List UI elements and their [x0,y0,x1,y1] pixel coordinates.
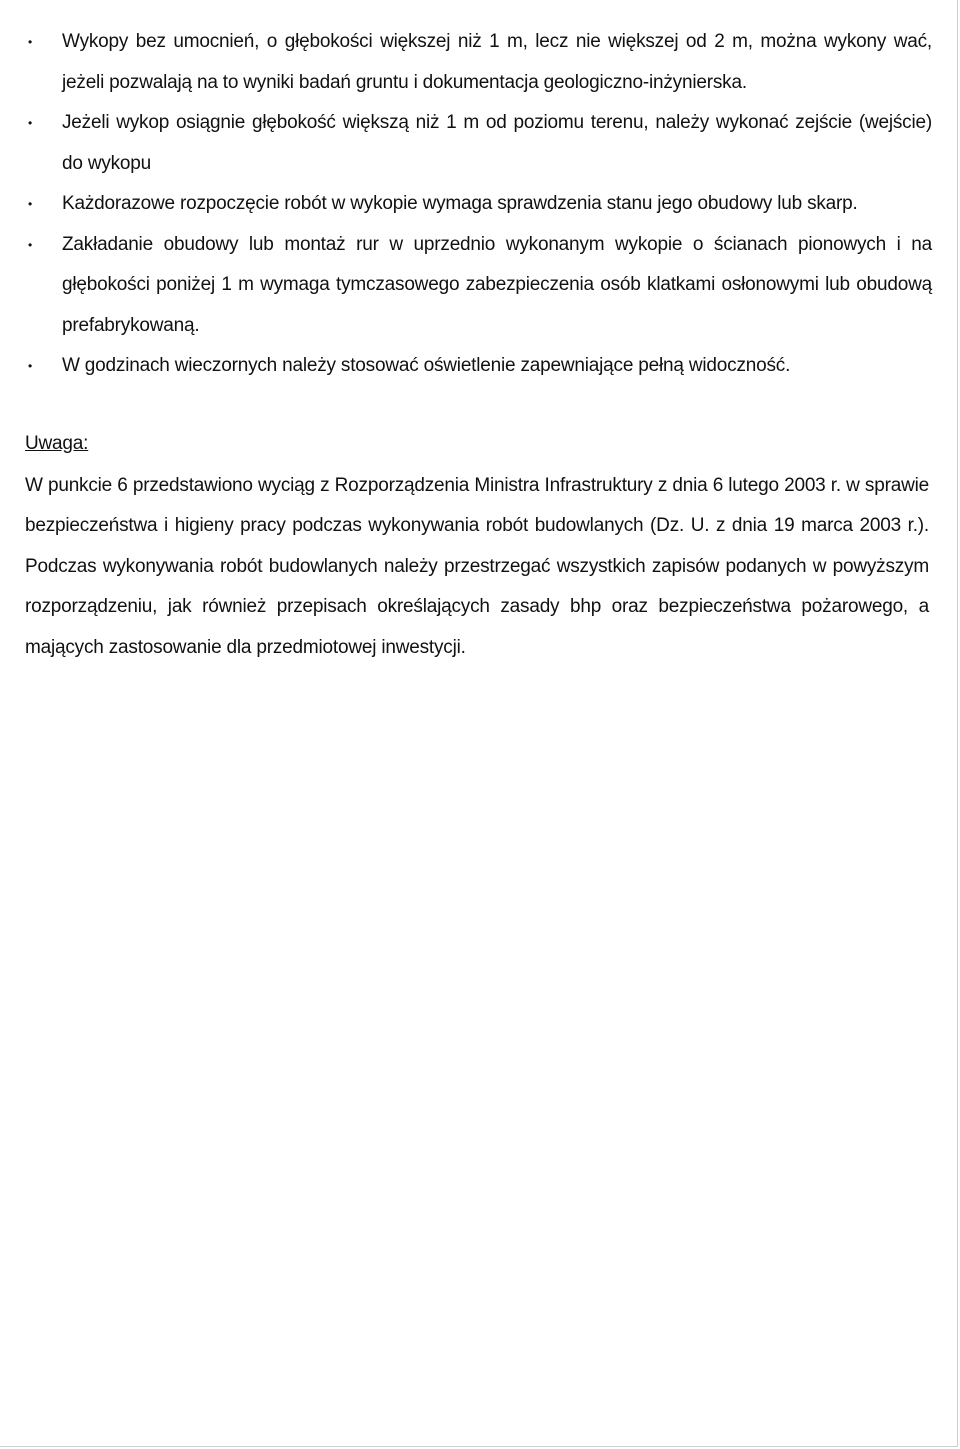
list-item-text: Wykopy bez umocnień, o głębokości większej niż 1 m, lecz nie większej od 2 m, można wykony wać, jeżeli pozwalają na to wyniki badań gruntu i dokumentacja geologiczno-inżynierska. [62,31,932,93]
note-section [25,424,929,668]
list-item [0,225,960,347]
safety-rules-list [0,22,960,387]
list-item-text: Każdorazowe rozpoczęcie robót w wykopie wymaga sprawdzenia stanu jego obudowy lub skarp. [62,193,858,214]
bullet-icon: • [28,237,33,252]
bullet-icon: • [28,197,33,211]
note-paragraph: W punkcie 6 przedstawiono wyciąg z Rozporządzenia Ministra Infrastruktury z dnia 6 lutego 2003 r. w sprawie bezpieczeństwa i higieny pracy podczas wykonywania robót budowlanych (Dz. U. z dnia 19 marca 2003 r.). Podczas wykonywania robót budowlanych należy przestrzegać wszystkich zapisów podanych w powyższym rozporządzeniu, jak również przepisach określających zasady bhp oraz bezpieczeństwa pożarowego, a mających zastosowanie dla przedmiotowej inwestycji. [25,474,929,658]
bullet-icon: • [28,35,33,49]
note-title: Uwaga: [25,433,89,454]
list-item [0,22,960,103]
bullet-icon: • [28,116,33,130]
list-item [0,346,960,387]
bullet-icon: • [28,359,33,373]
list-item [0,184,960,225]
list-item-text: W godzinach wieczornych należy stosować oświetlenie zapewniające pełną widoczność. [62,355,791,376]
list-item-text: Zakładanie obudowy lub montaż rur w uprzednio wykonanym wykopie o ścianach pionowych i na głębokości poniżej 1 m wymaga tymczasowego zabezpieczenia osób klatkami osłonowymi lub obudową prefabrykowaną. [62,233,932,336]
list-item [0,103,960,184]
list-item-text: Jeżeli wykop osiągnie głębokość większą niż 1 m od poziomu terenu, należy wykonać zejście (wejście) do wykopu [62,112,932,174]
